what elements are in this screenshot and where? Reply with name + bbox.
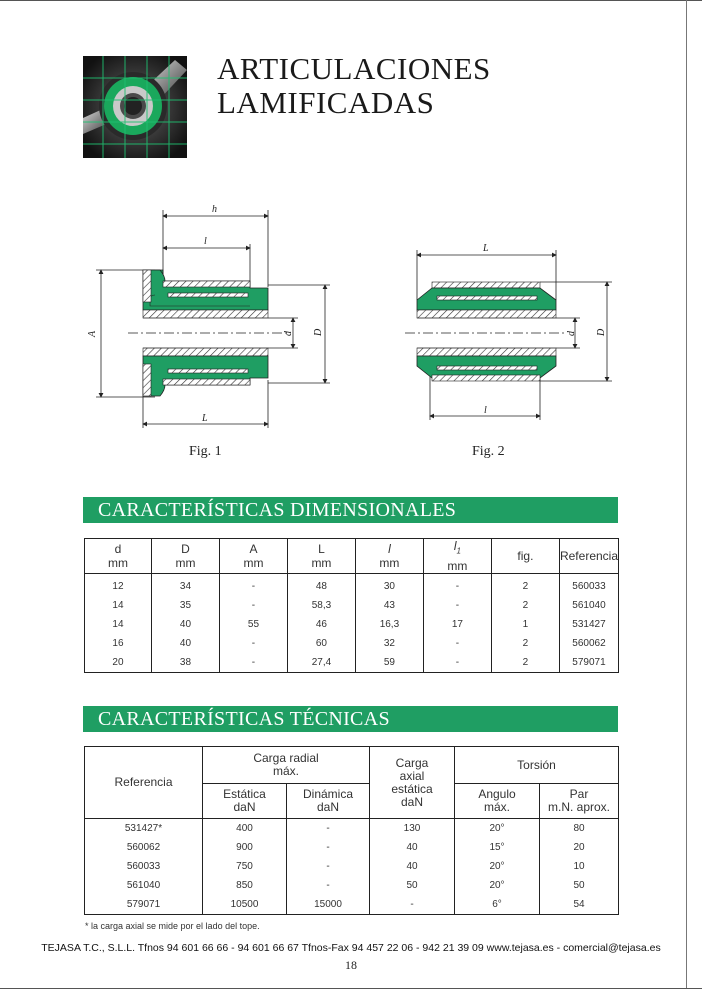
table-cell: 531427* <box>85 819 203 839</box>
dim-col-l: l mm <box>355 539 423 574</box>
fig1-drawing <box>96 210 330 428</box>
dim-col-fig: fig. <box>491 539 559 574</box>
table-cell: 40 <box>370 857 455 876</box>
fig2-label-ll: L <box>483 243 489 254</box>
section-header-technical: CARACTERÍSTICAS TÉCNICAS <box>83 706 618 732</box>
dim-table-row <box>85 596 619 615</box>
tech-col-par: Par m.N. aprox. <box>540 784 619 819</box>
dim-table-row <box>85 615 619 634</box>
table-cell: 579071 <box>559 653 618 673</box>
table-cell: 50 <box>370 876 455 895</box>
table-cell: 6° <box>455 895 540 915</box>
table-cell: - <box>287 819 370 839</box>
table-cell: 130 <box>370 819 455 839</box>
table-cell: 400 <box>203 819 287 839</box>
tech-col-ref: Referencia <box>85 747 203 819</box>
dim-table-row <box>85 653 619 673</box>
table-cell: 40 <box>151 634 219 653</box>
table-cell: 35 <box>151 596 219 615</box>
table-cell: 16,3 <box>355 615 423 634</box>
table-cell: 46 <box>287 615 355 634</box>
table-cell: 40 <box>370 838 455 857</box>
fig1-body <box>128 270 290 396</box>
title-line-1: ARTICULACIONES <box>217 51 491 86</box>
table-cell: 30 <box>355 574 423 597</box>
table-cell: 17 <box>423 615 491 634</box>
tech-col-angle: Angulo máx. <box>455 784 540 819</box>
table-cell: 54 <box>540 895 619 915</box>
table-cell: 20° <box>455 876 540 895</box>
table-cell: 40 <box>151 615 219 634</box>
table-cell: 20 <box>540 838 619 857</box>
fig2-label-dd: D <box>596 328 607 336</box>
page-number: 18 <box>345 958 357 972</box>
table-cell: 10500 <box>203 895 287 915</box>
table-cell: 579071 <box>85 895 203 915</box>
table-cell: 561040 <box>85 876 203 895</box>
technical-table <box>84 746 619 915</box>
table-cell: 38 <box>151 653 219 673</box>
fig1-label-l: l <box>204 236 207 247</box>
table-cell: 2 <box>491 653 559 673</box>
table-cell: - <box>423 634 491 653</box>
table-cell: 560062 <box>559 634 618 653</box>
table-cell: 14 <box>85 615 152 634</box>
dim-col-dd: D mm <box>151 539 219 574</box>
fig2-caption: Fig. 2 <box>472 444 505 459</box>
table-cell: 560033 <box>559 574 618 597</box>
table-cell: 43 <box>355 596 423 615</box>
table-cell: 12 <box>85 574 152 597</box>
dim-col-l1: $l_1$ mm <box>423 539 491 574</box>
table-cell: 2 <box>491 596 559 615</box>
tech-table-row <box>85 895 619 915</box>
fig1-label-dd: D <box>313 328 324 336</box>
dim-table-row <box>85 634 619 653</box>
table-cell: 561040 <box>559 596 618 615</box>
dim-col-a: A mm <box>219 539 287 574</box>
table-cell: 16 <box>85 634 152 653</box>
table-cell: 50 <box>540 876 619 895</box>
dim-col-d: d mm <box>85 539 152 574</box>
table-cell: 560062 <box>85 838 203 857</box>
product-photo <box>83 56 187 158</box>
fig2-label-d: d <box>566 331 577 336</box>
tech-col-axial: Carga axial estática daN <box>370 747 455 819</box>
footer-contact: TEJASA T.C., S.L.L. Tfnos 94 601 66 66 - 94 601 66 67 Tfnos-Fax 94 457 22 06 - 942 21 39 09 www.tejasa.es - comercial@tejasa.es <box>41 942 661 954</box>
table-cell: 20° <box>455 819 540 839</box>
technical-drawings <box>0 195 702 435</box>
table-cell: 560033 <box>85 857 203 876</box>
table-cell: 15000 <box>287 895 370 915</box>
table-cell: 55 <box>219 615 287 634</box>
page-title <box>217 52 491 120</box>
right-rule <box>686 0 687 989</box>
fig1-label-h: h <box>212 204 217 215</box>
tech-col-dynamic: Dinámica daN <box>287 784 370 819</box>
tech-col-radial: Carga radial máx. <box>203 747 370 784</box>
fig2-label-l: l <box>484 405 487 416</box>
table-cell: 14 <box>85 596 152 615</box>
table-cell: 2 <box>491 574 559 597</box>
table-cell: - <box>423 574 491 597</box>
table-cell: - <box>219 574 287 597</box>
footnote: * la carga axial se mide por el lado del tope. <box>85 921 260 931</box>
tech-table-row <box>85 876 619 895</box>
fig1-label-d: d <box>283 331 294 336</box>
dim-header-row <box>85 539 619 574</box>
table-cell: - <box>287 876 370 895</box>
table-cell: - <box>423 596 491 615</box>
table-cell: - <box>219 596 287 615</box>
tech-table-row <box>85 838 619 857</box>
table-cell: - <box>219 634 287 653</box>
fig1-label-ll: L <box>202 413 208 424</box>
table-cell: 15° <box>455 838 540 857</box>
dimensional-table <box>84 538 619 673</box>
top-rule <box>0 0 702 1</box>
dim-col-ref: Referencia <box>559 539 618 574</box>
tech-table-row <box>85 819 619 839</box>
fig2-body <box>405 282 565 381</box>
table-cell: 27,4 <box>287 653 355 673</box>
tech-col-torsion: Torsión <box>455 747 619 784</box>
tech-table-row <box>85 857 619 876</box>
tech-col-static: Estática daN <box>203 784 287 819</box>
table-cell: - <box>219 653 287 673</box>
table-cell: - <box>423 653 491 673</box>
table-cell: 59 <box>355 653 423 673</box>
dim-table-row <box>85 574 619 597</box>
table-cell: 1 <box>491 615 559 634</box>
section-header-dimensional: CARACTERÍSTICAS DIMENSIONALES <box>83 497 618 523</box>
table-cell: 850 <box>203 876 287 895</box>
fig2-drawing <box>417 250 612 420</box>
table-cell: - <box>287 857 370 876</box>
fig1-caption: Fig. 1 <box>189 444 222 459</box>
table-cell: 60 <box>287 634 355 653</box>
table-cell: 34 <box>151 574 219 597</box>
table-cell: 80 <box>540 819 619 839</box>
table-cell: 58,3 <box>287 596 355 615</box>
dim-col-ll: L mm <box>287 539 355 574</box>
table-cell: - <box>287 838 370 857</box>
fig1-label-a: A <box>87 330 98 337</box>
table-cell: 531427 <box>559 615 618 634</box>
table-cell: 2 <box>491 634 559 653</box>
table-cell: - <box>370 895 455 915</box>
title-line-2: LAMIFICADAS <box>217 85 435 120</box>
tech-header-row-1 <box>85 747 619 784</box>
table-cell: 900 <box>203 838 287 857</box>
table-cell: 750 <box>203 857 287 876</box>
table-cell: 10 <box>540 857 619 876</box>
table-cell: 20 <box>85 653 152 673</box>
table-cell: 48 <box>287 574 355 597</box>
bottom-rule <box>0 988 702 989</box>
table-cell: 20° <box>455 857 540 876</box>
table-cell: 32 <box>355 634 423 653</box>
